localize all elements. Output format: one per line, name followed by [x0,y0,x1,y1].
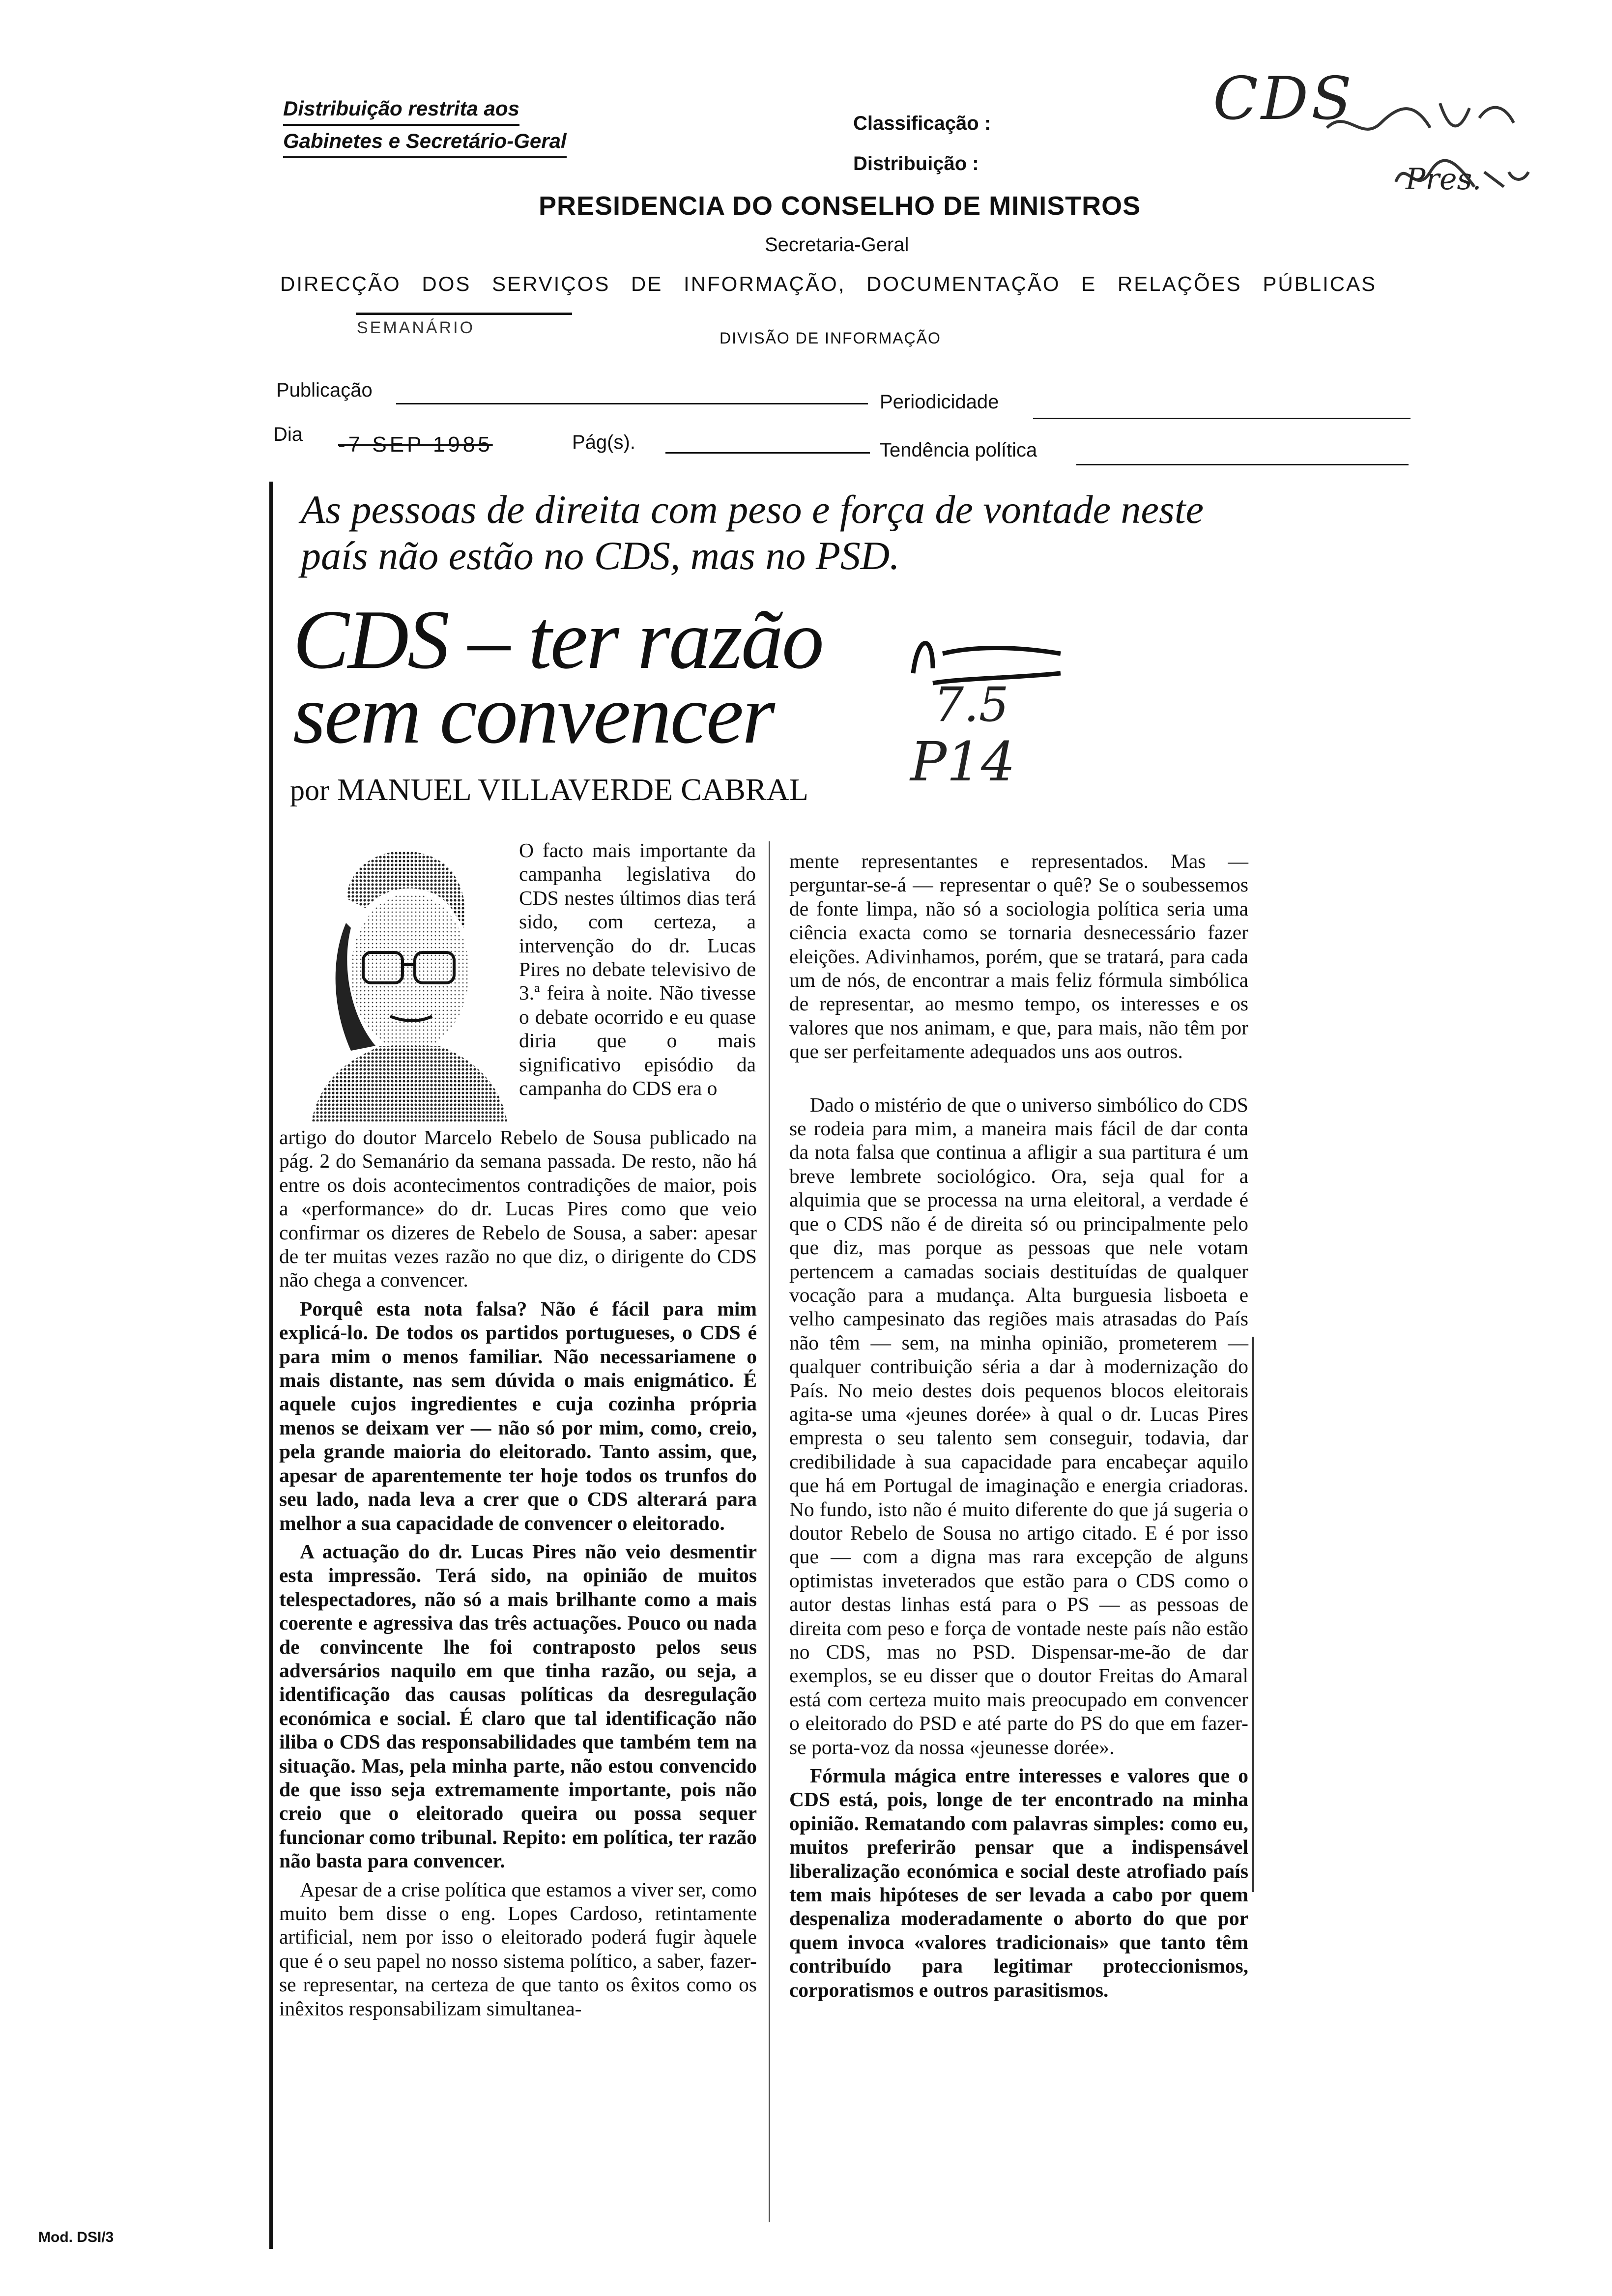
pags-field-line [665,452,870,454]
handwritten-note-pres: Pres. [1406,162,1482,197]
tendencia-label: Tendência política [880,439,1037,461]
handwritten-page-number: P14 [910,730,1015,793]
article-deck: As pessoas de direita com peso e força de vontade neste país não estão no CDS, mas no PSD. [301,487,1204,578]
dia-label: Dia [273,424,303,445]
distribution-note-line1: Distribuição restrita aos [283,93,519,126]
intro-paragraph: O facto mais importante da campanha legislativa do CDS nestes últimos dias terá sido, com certeza, a intervenção do dr. Lucas Pires no debate televisivo de 3.ª feira à noite. Não tivesse o debate ocorrido e eu quase diria que o mais significativo episódio da campanha do CDS era o [519,839,756,1100]
article-byline [290,772,808,808]
paragraph: artigo do doutor Marcelo Rebelo de Sousa publicado na pág. 2 do Semanário da semana passada. De resto, não há entre os dois acontecimentos contradições de maior, pois a «performance» do dr. Lucas Pires como que veio confirmar os dizeres de Rebelo de Sousa, a saber: apesar de ter muitas vezes razão no que diz, o dirigente do CDS não chega a convencer. [279,1126,757,1292]
column-1-intro [519,838,756,1100]
byline-name: MANUEL VILLAVERDE CABRAL [337,772,808,807]
column-2-body [789,849,1248,2002]
handwritten-issue-number: 7.5 [934,677,1009,732]
distribution-note [283,93,567,158]
column-1-body [279,1125,757,2020]
article-headline [293,593,1079,761]
date-stamp: -7 SEP 1985 [338,432,493,457]
tendencia-field-line [1076,464,1409,465]
periodicidade-field-line [1033,418,1410,419]
page-title: PRESIDENCIA DO CONSELHO DE MINISTROS [539,191,1141,221]
handwritten-scribble [1317,74,1533,221]
right-margin-rule [1252,1337,1254,1892]
publicacao-field-line [396,403,868,404]
paragraph: A actuação do dr. Lucas Pires não veio desmentir esta impressão. Terá sido, na opinião de muitos telespectadores, não só a mais brilhante como a mais coerente e agressiva das três actuações. Pouco ou nada de convincente lhe foi contraposto pelos seus adversários naquilo em que tinha razão, ou seja, a identificação das causas políticas da desregulação económica e social. É claro que tal identificação não iliba o CDS das responsabilidades que também tem na situação. Mas, pela minha parte, não estou convencido de que isso seja extremamente importante, pois não creio que o eleitorado queira ou possa sequer funcionar como tribunal. Repito: em política, ter razão não basta para convencer. [279,1540,757,1872]
author-photo [292,839,507,1121]
semanario-stamp: SEMANÁRIO [357,318,475,337]
direccao-line: DIRECÇÃO DOS SERVIÇOS DE INFORMAÇÃO, DOCUMENTAÇÃO E RELAÇÕES PÚBLICAS [280,272,1377,295]
periodicidade-label: Periodicidade [880,391,999,413]
paragraph: Porquê esta nota falsa? Não é fácil para mim explicá-lo. De todos os partidos portugueses, o CDS é para mim o menos familiar. Não necessariamene o mais distante, nas sem dúvida o mais enigmático. É aquele cujos ingredientes e cuja cozinha própria menos se deixam ver — não só por mim, como, creio, pela grande maioria do eleitorado. Tanto assim, que, apesar de aparentemente ter hoje todos os trunfos do seu lado, nada leva a crer que o CDS alterará para melhor a sua capacidade de convencer o eleitorado. [279,1297,757,1534]
classification-block [853,103,991,184]
byline-prefix: por [290,774,329,806]
handwritten-note-top: CDS [1213,65,1355,133]
distribuicao-label: Distribuição : [853,153,979,174]
paragraph: Dado o mistério de que o universo simbólico do CDS se rodeia para mim, a maneira mais fácil de dar conta da nota falsa que continua a afligir a sua partitura é um breve lembrete sociológico. Ora, seja qual for a alquimia que se processa na urna eleitoral, a verdade é que o CDS não é de direita só ou principalmente pelo que diz, mas porque as pessoas que nele votam pertencem a camadas sociais destituídas de qualquer vocação para a mudança. Alta burguesia lisboeta e velho campesinato das regiões mais atrasadas do País não têm — sem, na minha opinião, prometerem — qualquer contribuição séria a dar à modernização do País. No meio destes dois pequenos blocos eleitorais agita-se uma «jeunes dorée» à qual o dr. Lucas Pires empresta o seu talento sem conseguir, todavia, dar credibilidade à sua capacidade para encabeçar aquilo que há em Portugal de imaginação e energia criadoras. No fundo, isto não é muito diferente do que já sugeria o doutor Rebelo de Sousa no artigo citado. E é por isso que — com a digna mas rara excepção de alguns optimistas inveterados que estão para o CDS como o autor destas linhas está para o PS — as pessoas de direita com peso e força de vontade neste país não estão no CDS, mas no PSD. Dispensar-me-ão de dar exemplos, se eu disser que o doutor Freitas do Amaral está com certeza muito mais preocupado em convencer o eleitorado do PSD e até parte do PS do que em fazer-se porta-voz da nossa «jeunesse dorée». [789,1093,1248,1758]
divisao-label: DIVISÃO DE INFORMAÇÃO [720,329,941,347]
paragraph: Fórmula mágica entre interesses e valores que o CDS está, pois, longe de ter encontrado na minha opinião. Rematando com palavras simples: como eu, muitos preferirão pensar que a indispensável liberalização económica e social deste atrofiado país tem mais hipóteses de ser levada a cabo por quem despenaliza moderadamente o aborto do que por quem invoca «valores tradicionais» que tanto têm contribuído para legitimar proteccionismos, corporatismos e outros parasitismos. [789,1764,1248,2001]
form-code: Mod. DSI/3 [38,2229,114,2245]
publicacao-label: Publicação [276,379,373,401]
distribution-note-line2: Gabinetes e Secretário-Geral [283,126,567,158]
page-subtitle: Secretaria-Geral [765,234,909,256]
headline-line1: CDS – ter razão [293,593,823,687]
classificacao-label: Classificação : [853,113,991,134]
headline-line2: sem convencer [293,668,774,761]
left-margin-rule [269,482,273,2249]
paragraph: mente representantes e representados. Mas — perguntar-se-á — representar o quê? Se o soubessemos de fonte limpa, não só a sociologia política seria uma ciência exacta como se tornaria desnecessário fazer eleições. Adivinhamos, porém, que se tratará, para cada um de nós, de encontrar a mais feliz fórmula simbólica de representar, ao mesmo tempo, os interesses e os valores que nos animam, e que, para mais, não têm por que ser perfeitamente adequados uns aos outros. [789,850,1248,1063]
pags-label: Pág(s). [572,431,635,453]
stamp-rule [356,313,572,315]
paragraph: Apesar de a crise política que estamos a viver ser, como muito bem disse o eng. Lopes Cardoso, retintamente artificial, nem por isso o eleitorado poderá fugir àquele que é o seu papel no nosso sistema político, a saber, fazer-se representar, na certeza de que tanto os êxitos como os inêxitos responsabilizam simultanea- [279,1878,757,2020]
column-divider [769,841,770,2222]
